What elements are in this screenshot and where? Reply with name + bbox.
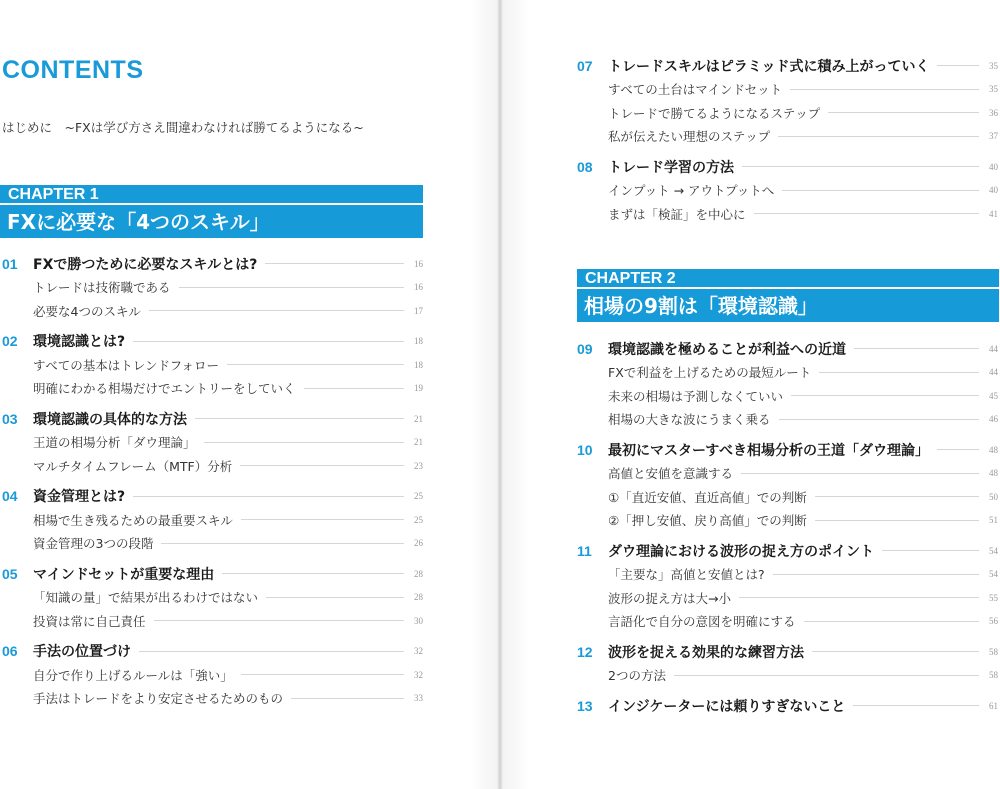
leader-line (291, 698, 404, 699)
leader-line (241, 674, 404, 675)
page-number: 58 (989, 670, 998, 681)
section-number: 07 (577, 57, 593, 74)
page-number: 54 (989, 545, 998, 556)
page-number: 56 (989, 616, 998, 627)
toc-subsection[interactable] (577, 563, 998, 587)
leader-line (195, 418, 404, 419)
subsection-title: 相場で生き残るための最重要スキル (33, 512, 233, 528)
page-number: 16 (414, 258, 423, 269)
subsection-title: 「主要な」高値と安値とは? (608, 567, 765, 583)
toc-subsection[interactable] (2, 532, 423, 556)
toc-section-heading[interactable] (577, 539, 998, 563)
subsection-title: 手法はトレードをより安定させるためのもの (33, 691, 284, 707)
toc-section (577, 694, 998, 718)
section-title: 環境認識とは? (33, 334, 126, 351)
leader-line (937, 449, 979, 450)
chapter-2-header (577, 269, 999, 322)
page-number: 25 (414, 514, 423, 525)
section-title: トレード学習の方法 (608, 159, 734, 176)
leader-line (812, 651, 979, 652)
section-title: 手法の位置づけ (33, 644, 131, 661)
subsection-title: すべての土台はマインドセット (608, 82, 783, 98)
section-title: ダウ理論における波形の捉え方のポイント (608, 543, 874, 560)
subsection-title: 言語化で自分の意図を明確にする (608, 614, 796, 630)
section-number: 12 (577, 643, 593, 660)
toc-subsection[interactable] (577, 610, 998, 634)
page-number: 45 (989, 390, 998, 401)
toc-subsection[interactable] (577, 485, 998, 509)
toc-section-heading[interactable] (577, 54, 998, 78)
subsection-title: FXで利益を上げるための最短ルート (608, 365, 812, 381)
leader-line (240, 465, 404, 466)
toc-subsection[interactable] (577, 586, 998, 610)
section-title: 環境認識の具体的な方法 (33, 411, 187, 428)
section-number: 08 (577, 158, 593, 175)
page-number: 25 (414, 491, 423, 502)
toc-section (577, 438, 998, 532)
contents-title: CONTENTS (2, 56, 144, 84)
toc-section-heading[interactable] (2, 562, 423, 586)
subsection-title: 私が伝えたい理想のステップ (608, 129, 771, 145)
section-number: 01 (2, 255, 18, 272)
page-number: 21 (414, 437, 423, 448)
page-number: 30 (414, 615, 423, 626)
leader-line (778, 136, 979, 137)
toc-section (2, 562, 423, 633)
leader-line (791, 395, 979, 396)
page-number: 35 (989, 84, 998, 95)
section-title: トレードスキルはピラミッド式に積み上がっていく (608, 58, 930, 75)
leader-line (149, 310, 404, 311)
subsection-title: 自分で作り上げるルールは「強い」 (33, 667, 233, 683)
section-title: 環境認識を極めることが利益への近道 (608, 341, 846, 358)
leader-line (227, 364, 404, 365)
toc-section-heading[interactable] (2, 485, 423, 509)
toc-subsection[interactable] (2, 377, 423, 401)
toc-subsection[interactable] (577, 361, 998, 385)
toc-right-page-bottom (577, 337, 998, 718)
leader-line (674, 675, 979, 676)
leader-line (741, 473, 979, 474)
leader-line (754, 213, 979, 214)
page-number: 32 (414, 646, 423, 657)
page-number: 40 (989, 161, 998, 172)
toc-section (577, 539, 998, 633)
leader-line (161, 543, 404, 544)
toc-section (2, 330, 423, 401)
section-title: FXで勝つために必要なスキルとは? (33, 256, 258, 273)
section-title: インジケーターには頼りすぎないこと (608, 698, 846, 715)
toc-subsection[interactable] (577, 664, 998, 688)
toc-subsection[interactable] (577, 78, 998, 102)
chapter-label: CHAPTER 1 (0, 185, 423, 203)
toc-section-heading[interactable] (2, 407, 423, 431)
toc-subsection[interactable] (2, 276, 423, 300)
page-number: 44 (989, 367, 998, 378)
subsection-title: トレードで勝てるようになるステップ (608, 105, 821, 121)
toc-subsection[interactable] (2, 454, 423, 478)
toc-subsection[interactable] (2, 687, 423, 711)
subsection-title: 波形の捉え方は大→小 (608, 590, 731, 606)
toc-subsection[interactable] (2, 431, 423, 455)
toc-section-heading[interactable] (577, 694, 998, 718)
subsection-title: 相場の大きな波にうまく乗る (608, 412, 771, 428)
toc-subsection[interactable] (2, 508, 423, 532)
section-title: 資金管理とは? (33, 489, 126, 506)
toc-section (577, 54, 998, 148)
section-number: 06 (2, 643, 18, 660)
page-number: 46 (989, 414, 998, 425)
toc-right-page-top (577, 54, 998, 226)
leader-line (779, 419, 979, 420)
page-number: 19 (414, 383, 423, 394)
toc-subsection[interactable] (577, 179, 998, 203)
leader-line (154, 620, 404, 621)
page-number: 32 (414, 669, 423, 680)
subsection-title: 未来の相場は予測しなくていい (608, 388, 784, 404)
page-number: 33 (414, 693, 423, 704)
leader-line (266, 597, 404, 598)
section-number: 09 (577, 340, 593, 357)
page-number: 41 (989, 208, 998, 219)
leader-line (304, 388, 404, 389)
toc-subsection[interactable] (2, 299, 423, 323)
toc-subsection[interactable] (577, 101, 998, 125)
leader-line (742, 166, 979, 167)
leader-line (815, 520, 979, 521)
toc-section (2, 485, 423, 556)
page-number: 18 (414, 336, 423, 347)
leader-line (222, 573, 404, 574)
chapter-1-header (0, 185, 423, 238)
toc-subsection[interactable] (577, 125, 998, 149)
toc-left-page (2, 252, 423, 710)
toc-subsection[interactable] (577, 462, 998, 486)
leader-line (204, 442, 404, 443)
page-number: 28 (414, 592, 423, 603)
leader-line (815, 496, 979, 497)
subsection-title: インプット → アウトプットへ (608, 183, 775, 199)
toc-section-heading[interactable] (577, 337, 998, 361)
leader-line (139, 651, 404, 652)
chapter-title: FXに必要な「4つのスキル」 (0, 205, 423, 238)
leader-line (853, 705, 979, 706)
page-number: 36 (989, 107, 998, 118)
toc-subsection[interactable] (2, 663, 423, 687)
toc-section-heading[interactable] (577, 155, 998, 179)
page-number: 40 (989, 185, 998, 196)
page-number: 28 (414, 568, 423, 579)
page-number: 21 (414, 413, 423, 424)
toc-section (2, 252, 423, 323)
toc-section-heading[interactable] (2, 252, 423, 276)
page-number: 23 (414, 460, 423, 471)
toc-section-heading[interactable] (577, 640, 998, 664)
section-number: 04 (2, 488, 18, 505)
page-number: 35 (989, 60, 998, 71)
page-number: 16 (414, 282, 423, 293)
subsection-title: トレードは技術職である (33, 280, 171, 296)
page-number: 61 (989, 700, 998, 711)
subsection-title: 王道の相場分析「ダウ理論」 (33, 435, 196, 451)
page-number: 58 (989, 646, 998, 657)
subsection-title: 必要な4つのスキル (33, 303, 141, 319)
subsection-title: 「知識の量」で結果が出るわけではない (33, 590, 259, 606)
section-title: 最初にマスターすべき相場分析の王道「ダウ理論」 (608, 442, 930, 459)
toc-subsection[interactable] (577, 202, 998, 226)
leader-line (854, 348, 979, 349)
subsection-title: 明確にわかる相場だけでエントリーをしていく (33, 381, 296, 397)
leader-line (265, 263, 404, 264)
leader-line (882, 550, 979, 551)
toc-section (2, 640, 423, 711)
section-number: 03 (2, 410, 18, 427)
toc-section (577, 155, 998, 226)
subsection-title: マルチタイムフレーム（MTF）分析 (33, 458, 233, 474)
toc-subsection[interactable] (2, 353, 423, 377)
subsection-title: ①「直近安値、直近高値」での判断 (608, 489, 807, 505)
page-number: 48 (989, 444, 998, 455)
page-number: 44 (989, 343, 998, 354)
toc-subsection[interactable] (577, 384, 998, 408)
subsection-title: 投資は常に自己責任 (33, 613, 146, 629)
leader-line (782, 190, 979, 191)
toc-subsection[interactable] (2, 609, 423, 633)
leader-line (773, 574, 979, 575)
leader-line (804, 621, 979, 622)
leader-line (179, 287, 404, 288)
leader-line (739, 597, 979, 598)
leader-line (937, 65, 979, 66)
toc-section-heading[interactable] (577, 438, 998, 462)
toc-section (2, 407, 423, 478)
page-number: 48 (989, 468, 998, 479)
subsection-title: ②「押し安値、戻り高値」での判断 (608, 513, 807, 529)
toc-subsection[interactable] (577, 408, 998, 432)
toc-subsection[interactable] (2, 586, 423, 610)
leader-line (828, 112, 979, 113)
toc-section (577, 640, 998, 687)
subsection-title: 2つの方法 (608, 668, 666, 684)
leader-line (241, 519, 404, 520)
page-number: 18 (414, 359, 423, 370)
section-title: 波形を捉える効果的な練習方法 (608, 644, 804, 661)
page-number: 37 (989, 131, 998, 142)
toc-section-heading[interactable] (2, 640, 423, 664)
toc-section-heading[interactable] (2, 330, 423, 354)
section-title: マインドセットが重要な理由 (33, 566, 215, 583)
toc-section (577, 337, 998, 431)
subsection-title: 高値と安値を意識する (608, 466, 734, 482)
section-number: 13 (577, 697, 593, 714)
leader-line (133, 496, 404, 497)
leader-line (133, 341, 404, 342)
page-number: 55 (989, 592, 998, 603)
subsection-title: 資金管理の3つの段階 (33, 536, 154, 552)
subsection-title: すべての基本はトレンドフォロー (33, 357, 219, 373)
leader-line (819, 372, 979, 373)
toc-subsection[interactable] (577, 509, 998, 533)
page-number: 17 (414, 305, 423, 316)
page-number: 50 (989, 491, 998, 502)
page-number: 54 (989, 569, 998, 580)
toc-intro-entry[interactable]: はじめに ~FXは学び方さえ間違わなければ勝てるようになる~ (2, 120, 364, 135)
section-number: 02 (2, 333, 18, 350)
page-number: 26 (414, 538, 423, 549)
leader-line (790, 89, 979, 90)
subsection-title: まずは「検証」を中心に (608, 206, 746, 222)
page-number: 51 (989, 515, 998, 526)
section-number: 11 (577, 542, 592, 559)
chapter-label: CHAPTER 2 (577, 269, 999, 287)
book-spine (470, 0, 530, 789)
chapter-title: 相場の9割は「環境認識」 (577, 289, 999, 322)
section-number: 05 (2, 565, 18, 582)
section-number: 10 (577, 441, 593, 458)
